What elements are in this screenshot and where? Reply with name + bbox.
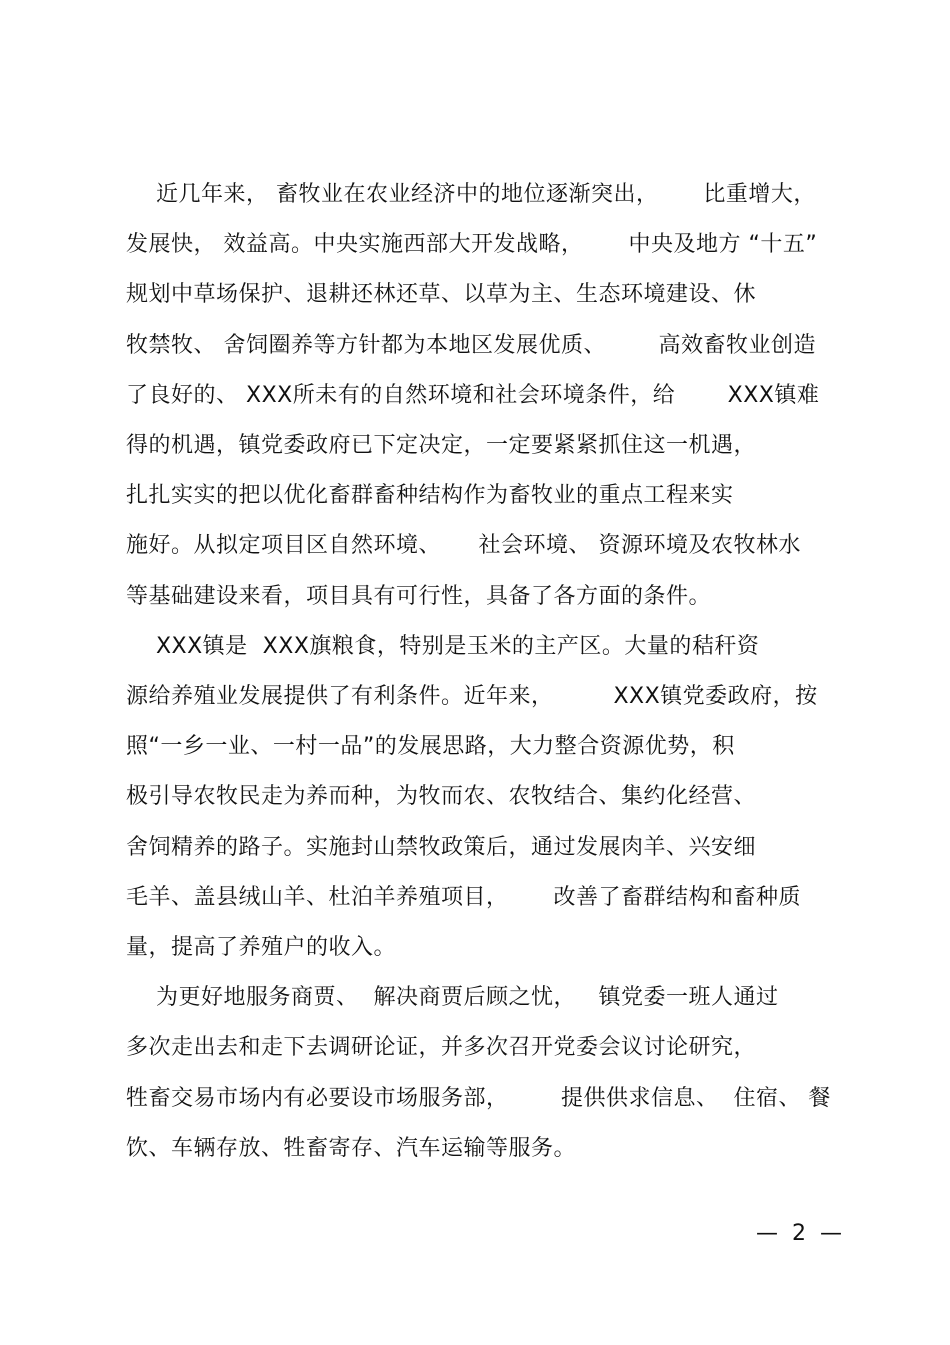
paragraph-1-line-3: 规划中草场保护、退耕还林还草、以草为主、生态环境建设、休 — [126, 282, 757, 308]
paragraph-2-line-5: 舍饲精养的路子。实施封山禁牧政策后，通过发展肉羊、兴安细 — [126, 834, 757, 860]
paragraph-1-line-7: 扎扎实实的把以优化畜群畜种结构作为畜牧业的重点工程来实 — [126, 483, 734, 509]
paragraph-1-line-5: 了良好的、 XXX所未有的自然环境和社会环境条件，给 XXX镇难 — [126, 382, 820, 408]
paragraph-2-line-1: XXX镇是 XXX旗粮食，特别是玉米的主产区。大量的秸秆资 — [126, 633, 760, 659]
paragraph-1-line-4: 牧禁牧、 舍饲圈养等方针都为本地区发展优质、 高效畜牧业创造 — [126, 332, 816, 358]
paragraph-1-line-1: 近几年来， 畜牧业在农业经济中的地位逐渐突出， 比重增大， — [126, 182, 816, 207]
paragraph-2-line-3: 照“一乡一业、一村一品”的发展思路，大力整合资源优势，积 — [126, 734, 735, 760]
paragraph-2-line-2: 源给养殖业发展提供了有利条件。近年来， XXX镇党委政府，按 — [126, 684, 818, 709]
paragraph-2-line-7: 量，提高了养殖户的收入。 — [126, 935, 397, 960]
paragraph-3-line-1: 为更好地服务商贾、 解决商贾后顾之忧， 镇党委一班人通过 — [126, 985, 779, 1011]
paragraph-1-line-8: 施好。从拟定项目区自然环境、 社会环境、 资源环境及农牧林水 — [126, 533, 801, 559]
paragraph-3-line-3: 牲畜交易市场内有必要设市场服务部， 提供供求信息、 住宿、 餐 — [126, 1085, 831, 1111]
paragraph-2-line-4: 极引导农牧民走为养而种，为牧而农、农牧结合、集约化经营、 — [126, 784, 757, 810]
paragraph-1-line-9: 等基础建设来看，项目具有可行性，具备了各方面的条件。 — [126, 583, 712, 609]
paragraph-3-line-2: 多次走出去和走下去调研论证，并多次召开党委会议讨论研究， — [126, 1035, 757, 1061]
page-number: — 2 — — [756, 1221, 842, 1246]
paragraph-3-line-4: 饮、车辆存放、牲畜寄存、汽车运输等服务。 — [126, 1135, 577, 1161]
paragraph-1-line-6: 得的机遇，镇党委政府已下定决定，一定要紧紧抓住这一机遇， — [126, 433, 757, 458]
paragraph-1-line-2: 发展快， 效益高。中央实施西部大开发战略， 中央及地方 “十五” — [126, 232, 818, 258]
paragraph-2-line-6: 毛羊、盖县绒山羊、杜泊羊养殖项目， 改善了畜群结构和畜种质 — [126, 884, 801, 910]
